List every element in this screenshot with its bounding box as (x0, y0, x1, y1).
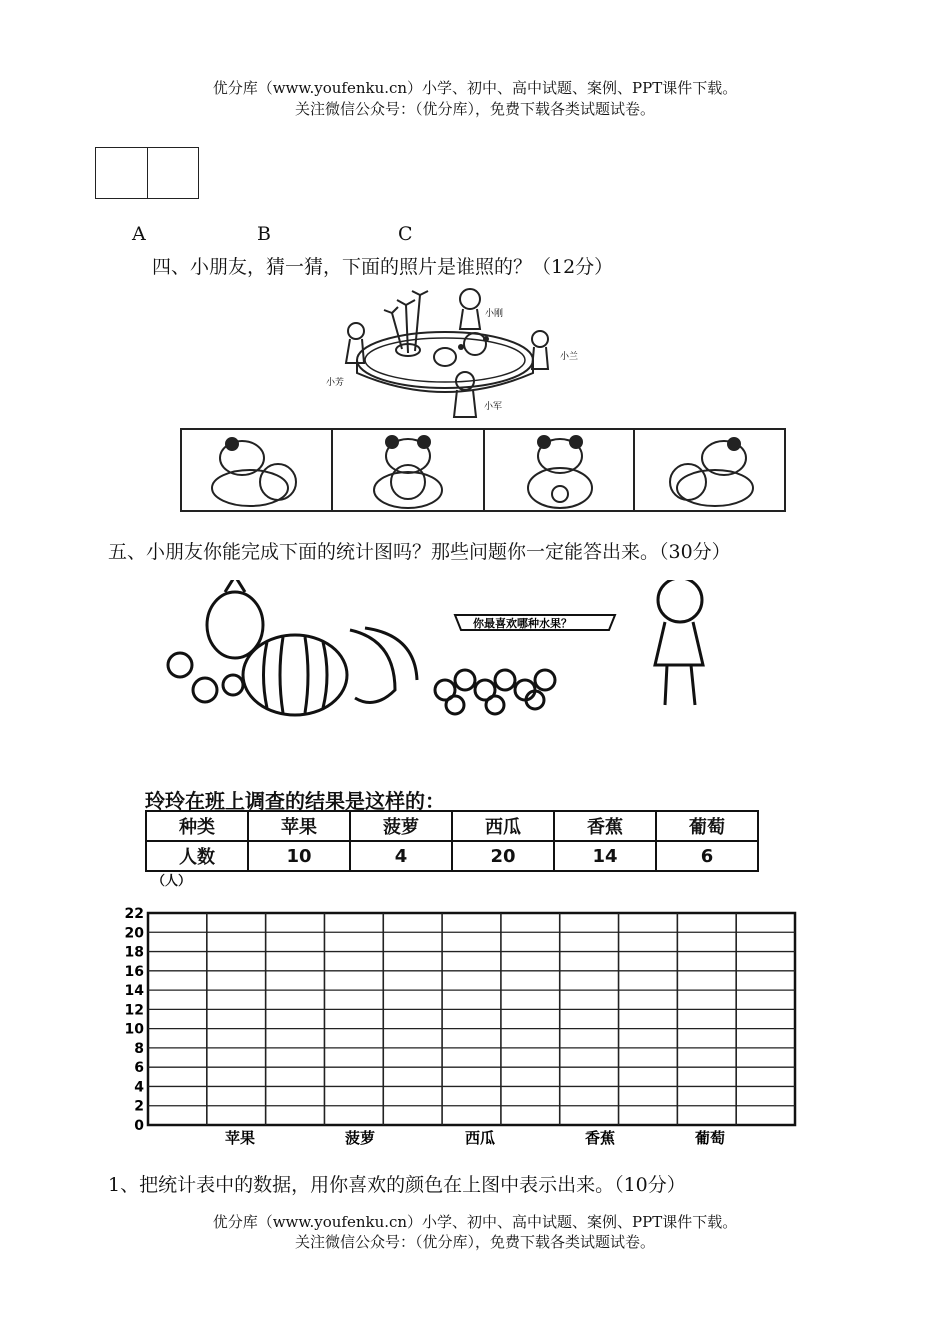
table-cell: 葡萄 (656, 811, 758, 841)
fruit-illustration (155, 580, 755, 720)
panda-table-illustration (320, 285, 590, 425)
bar-chart-grid (110, 903, 810, 1148)
table-cell: 西瓜 (452, 811, 554, 841)
row-header: 人数 (146, 841, 248, 871)
row-header: 种类 (146, 811, 248, 841)
x-category-label: 苹果 (224, 1129, 256, 1147)
y-tick-label: 10 (124, 1021, 144, 1038)
footer-line-2: 关注微信公众号：（优分库），免费下载各类试题试卷。 (294, 1233, 655, 1251)
y-tick-label: 2 (134, 1098, 144, 1115)
photo-4 (670, 438, 753, 506)
x-category-label: 葡萄 (694, 1129, 726, 1147)
question-4-title: 四、小朋友，猜一猜，下面的照片是谁照的？（12分） (152, 256, 614, 278)
photo-3 (528, 436, 592, 508)
option-a: A (132, 223, 146, 245)
table-row (146, 841, 758, 871)
survey-title: 玲玲在班上调查的结果是这样的： (145, 789, 445, 813)
photo-2 (374, 436, 442, 508)
table-cell: 6 (656, 841, 758, 871)
table-cell: 10 (248, 841, 350, 871)
y-tick-label: 4 (134, 1079, 144, 1096)
header-line-1: 优分库（www.youfenku.cn）小学、初中、高中试题、案例、PPT课件下载。 (212, 79, 738, 97)
x-category-label: 菠萝 (344, 1129, 376, 1147)
table-row (146, 811, 758, 841)
y-tick-label: 6 (134, 1060, 144, 1077)
survey-table (145, 810, 759, 872)
chart-frame (148, 913, 795, 1125)
x-category-label: 西瓜 (464, 1129, 496, 1147)
header-line-2: 关注微信公众号：（优分库），免费下载各类试题试卷。 (294, 100, 655, 118)
photo-1 (212, 438, 296, 506)
y-tick-label: 14 (124, 983, 144, 1000)
y-tick-label: 16 (124, 963, 144, 980)
y-tick-label: 0 (134, 1118, 144, 1134)
table-cell: 菠萝 (350, 811, 452, 841)
table-cell: 14 (554, 841, 656, 871)
panda-photo-strip (180, 428, 786, 512)
table-cell: 苹果 (248, 811, 350, 841)
table-cell: 4 (350, 841, 452, 871)
footer-line-1: 优分库（www.youfenku.cn）小学、初中、高中试题、案例、PPT课件下载。 (212, 1213, 738, 1231)
table-cell: 20 (452, 841, 554, 871)
table-unit: （人） (152, 874, 192, 889)
y-tick-label: 22 (124, 906, 144, 922)
y-tick-label: 8 (134, 1040, 144, 1057)
question-5-title: 五、小朋友你能完成下面的统计图吗？那些问题你一定能答出来。（30分） (108, 541, 731, 563)
two-square-figure (95, 147, 199, 199)
y-tick-label: 18 (124, 944, 144, 961)
option-c: C (398, 223, 413, 245)
speech-bubble-text: 你最喜欢哪种水果？ (473, 617, 572, 630)
table-cell: 香蕉 (554, 811, 656, 841)
option-b: B (257, 223, 271, 245)
name-xiaofang: 小芳 (326, 378, 345, 388)
sub-question-1: 1、把统计表中的数据，用你喜欢的颜色在上图中表示出来。（10分） (108, 1174, 686, 1196)
name-xiaolan: 小兰 (560, 352, 579, 362)
name-xiaogang: 小刚 (485, 309, 504, 319)
x-category-label: 香蕉 (584, 1129, 616, 1147)
y-tick-label: 12 (124, 1002, 144, 1019)
name-xiaojun: 小军 (484, 402, 503, 412)
y-tick-label: 20 (124, 925, 144, 942)
